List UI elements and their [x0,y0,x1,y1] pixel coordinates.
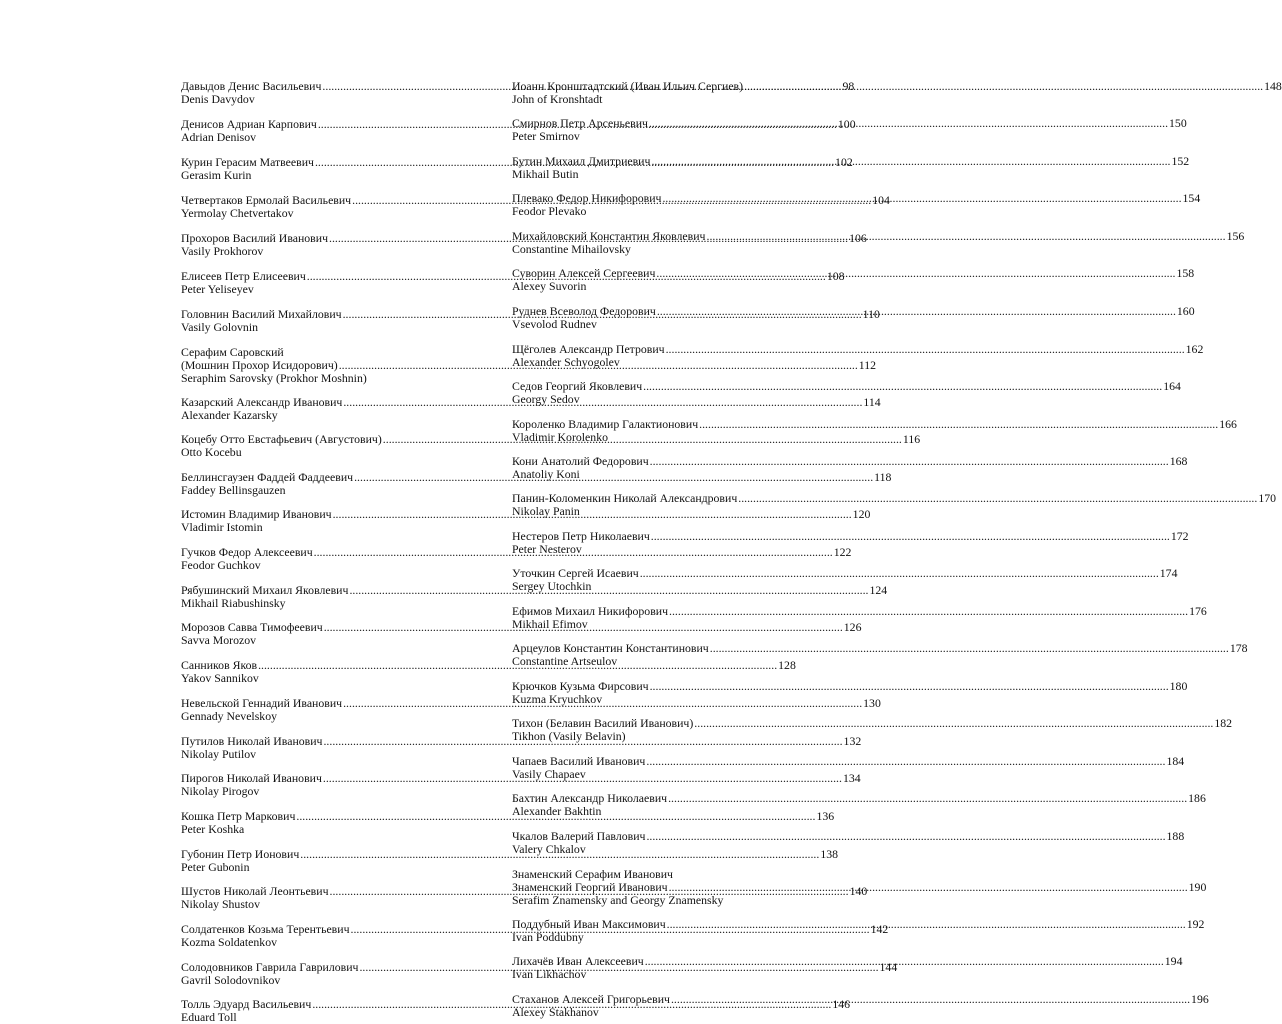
entry-russian-name: Панин-Коломенкин Николай Александрович [512,491,738,505]
dot-leader [706,230,1227,243]
entry-russian-name: Истомин Владимир Иванович [181,507,332,521]
dot-leader [645,830,1166,843]
dot-leader [655,267,1176,280]
dot-leader [666,918,1187,931]
index-entry [512,641,1248,668]
entry-russian-name: Стаханов Алексей Григорьевич [512,992,670,1006]
entry-page-number: 144 [879,960,898,974]
entry-russian-name: Чапаев Василий Иванович [512,754,646,768]
entry-russian-name: Смирнов Петр Арсеньевич [512,116,648,130]
entry-page-number: 118 [874,470,892,484]
entry-page-number: 104 [872,193,890,207]
dot-leader [668,881,1189,894]
entry-page-number: 190 [1188,880,1207,894]
entry-page-number: 158 [1176,266,1195,280]
entry-english-name: Feodor Guchkov [181,558,261,572]
entry-page-number: 102 [835,155,853,169]
entry-russian-name: Головнин Василий Михайлович [181,307,342,321]
dot-leader [667,792,1188,805]
entry-page-number: 122 [833,545,852,559]
entry-russian-name: Знаменский Георгий Иванович [512,880,668,894]
entry-english-name: Alexey Stakhanov [512,1005,599,1019]
entry-page-number: 120 [852,507,871,521]
entry-page-number: 156 [1226,229,1245,243]
entry-english-name: Sergey Utochkin [512,579,592,593]
dot-leader [709,642,1230,655]
entry-russian-name: Рябушинский Михаил Яковлевич [181,583,349,597]
entry-russian-name-line: Серафим Саровский [181,345,284,359]
entry-english-name: Feodor Plevako [512,204,587,218]
dot-leader [661,192,1182,205]
entry-russian-name: Кошка Петр Маркович [181,809,296,823]
dot-leader [743,80,1264,93]
entry-russian-name: Казарский Александр Иванович [181,395,343,409]
entry-english-name: Peter Gubonin [181,860,250,874]
entry-russian-name: Кони Анатолий Федорович [512,454,649,468]
entry-russian-name: Тихон (Белавин Василий Иванович) [512,716,694,730]
entry-russian-name: Курин Герасим Матвеевич [181,155,314,169]
entry-page-number: 180 [1169,679,1188,693]
entry-english-name: Gennady Nevelskoy [181,709,277,723]
entry-page-number: 194 [1164,954,1183,968]
entry-russian-name: Елисеев Петр Елисеевич [181,269,306,283]
entry-english-name: Yermolay Chetvertakov [181,206,294,220]
entry-page-number: 100 [837,117,856,131]
entry-russian-name: Нестеров Петр Николаевич [512,529,650,543]
entry-english-name: Peter Koshka [181,822,245,836]
entry-page-number: 196 [1191,992,1209,1006]
entry-russian-name: Путилов Николай Иванович [181,734,323,748]
entry-page-number: 186 [1188,791,1206,805]
entry-page-number: 98 [842,79,855,93]
entry-english-name: Alexander Schyogolev [512,355,620,369]
entry-english-name: Mikhail Butin [512,167,579,181]
entry-english-name: Gavril Solodovnikov [181,973,281,987]
index-entry [512,154,1190,181]
entry-english-name: Mikhail Efimov [512,617,588,631]
index-entry [512,791,1206,818]
entry-english-name: Vasily Chapaev [512,767,586,781]
entry-page-number: 170 [1258,491,1277,505]
entry-russian-name: Руднев Всеволод Федорович [512,304,656,318]
entry-russian-name: Плевако Федор Никифорович [512,191,662,205]
entry-english-name: Alexey Suvorin [512,279,587,293]
entry-russian-name: Иоанн Кронштадтский (Иван Ильич Сергиев) [512,79,744,93]
entry-russian-name: Пирогов Николай Иванович [181,771,322,785]
entry-russian-name: Лихачёв Иван Алексеевич [512,954,644,968]
entry-russian-name: Давыдов Денис Васильевич [181,79,322,93]
entry-page-number: 148 [1264,79,1282,93]
entry-page-number: 176 [1189,604,1207,618]
entry-page-number: 114 [863,395,881,409]
entry-russian-name: Седов Георгий Яковлевич [512,379,643,393]
entry-russian-name: Денисов Адриан Карпович [181,117,317,131]
index-entry [512,829,1185,856]
entry-page-number: 160 [1176,304,1195,318]
dot-leader [656,305,1177,318]
entry-russian-name: Беллинсгаузен Фаддей Фаддеевич [181,470,354,484]
entry-russian-name: Гучков Федор Алексеевич [181,545,313,559]
index-entry [512,529,1189,556]
entry-english-name: Otto Kocebu [181,445,242,459]
entry-russian-name: Шустов Николай Леонтьевич [181,884,329,898]
dot-leader [693,717,1214,730]
entry-page-number: 166 [1219,417,1237,431]
entry-english-name: Tikhon (Vasily Belavin) [512,729,626,743]
entry-russian-name: Суворин Алексей Сергеевич [512,266,656,280]
entry-english-name: Vasily Prokhorov [181,244,264,258]
dot-leader [650,155,1171,168]
entry-english-name: Vladimir Korolenko [512,430,608,444]
entry-page-number: 174 [1159,566,1178,580]
entry-page-number: 142 [870,922,889,936]
entry-english-name: Constantine Mihailovsky [512,242,631,256]
dot-leader [648,117,1169,130]
entry-english-name: Anatoliy Koni [512,467,580,481]
dot-leader [644,955,1165,968]
index-entry [512,116,1187,143]
entry-russian-name: Невельской Геннадий Иванович [181,696,343,710]
entry-russian-name: Михайловский Константин Яковлевич [512,229,706,243]
entry-page-number: 164 [1163,379,1181,393]
entry-english-name: Savva Morozov [181,633,257,647]
entry-page-number: 172 [1170,529,1189,543]
entry-english-name: Kozma Soldatenkov [181,935,277,949]
entry-page-number: 124 [869,583,888,597]
entry-page-number: 188 [1166,829,1185,843]
dot-leader [642,380,1163,393]
entry-english-name: Gerasim Kurin [181,168,252,182]
entry-english-name: Peter Nesterov [512,542,582,556]
entry-page-number: 112 [858,358,877,372]
entry-russian-name: Бутин Михаил Дмитриевич [512,154,651,168]
entry-russian-name: Прохоров Василий Иванович [181,231,328,245]
index-entry [512,266,1195,293]
entry-english-name: Peter Yeliseyev [181,282,254,296]
entry-russian-name: Коцебу Отто Евстафьевич (Августович) [181,432,382,446]
entry-page-number: 134 [842,771,861,785]
entry-english-name: Nikolay Pirogov [181,784,260,798]
entry-page-number: 108 [826,269,845,283]
entry-english-name: Kuzma Kryuchkov [512,692,603,706]
entry-russian-name: Солдатенков Козьма Терентьевич [181,922,350,936]
entry-english-name: Nikolay Panin [512,504,580,518]
entry-page-number: 140 [849,884,868,898]
entry-english-name: Denis Davydov [181,92,255,106]
entry-russian-name: Санников Яков [181,658,258,672]
dot-leader [649,680,1170,693]
entry-english-name: Serafim Znamensky and Georgy Znamensky [512,893,724,907]
entry-russian-name: Ефимов Михаил Никифорович [512,604,669,618]
entry-english-name: Alexander Kazarsky [181,408,278,422]
entry-english-name: Vasily Golovnin [181,320,259,334]
index-entry [512,992,1209,1019]
entry-page-number: 116 [902,432,921,446]
entry-english-name: Constantine Artseulov [512,654,618,668]
entry-russian-name: Арцеулов Константин Константинович [512,641,709,655]
entry-english-name: Nikolay Putilov [181,747,257,761]
entry-english-name: Vsevolod Rudnev [512,317,597,331]
entry-english-name: Mikhail Riabushinsky [181,596,286,610]
entry-english-name: Yakov Sannikov [181,671,259,685]
entry-page-number: 136 [816,809,835,823]
entry-page-number: 146 [832,997,851,1011]
entry-english-name: Ivan Poddubny [512,930,584,944]
entry-page-number: 126 [843,620,862,634]
entry-russian-name: Бахтин Александр Николаевич [512,791,668,805]
entry-english-name: Peter Smirnov [512,129,580,143]
entry-english-name: Ivan Likhachov [512,967,587,981]
entry-russian-name: Поддубный Иван Максимович [512,917,666,931]
entry-russian-name: Солодовников Гаврила Гаврилович [181,960,359,974]
entry-page-number: 168 [1169,454,1188,468]
entry-russian-name: Морозов Савва Тимофеевич [181,620,323,634]
entry-english-name: Eduard Toll [181,1010,237,1024]
entry-russian-name: (Мошнин Прохор Исидорович) [181,358,338,372]
entry-russian-name: Щёголев Александр Петрович [512,342,665,356]
entry-russian-name: Уточкин Сергей Исаевич [512,566,639,580]
dot-leader [668,605,1189,618]
dot-leader [649,455,1170,468]
dot-leader [645,755,1166,768]
entry-english-name: Valery Chkalov [512,842,586,856]
entry-english-name: Faddey Bellinsgauzen [181,483,286,497]
entry-page-number: 152 [1171,154,1190,168]
entry-page-number: 110 [862,307,880,321]
entry-page-number: 192 [1186,917,1205,931]
entry-russian-name: Короленко Владимир Галактионович [512,417,699,431]
entry-russian-name-line: Знаменский Серафим Иванович [512,867,673,881]
dot-leader [737,492,1258,505]
dot-leader [639,567,1160,580]
entry-english-name: Vladimir Istomin [181,520,263,534]
entry-page-number: 130 [863,696,881,710]
entry-english-name: Nikolay Shustov [181,897,260,911]
entry-page-number: 138 [820,847,839,861]
entry-page-number: 154 [1182,191,1201,205]
entry-russian-name: Крючков Кузьма Фирсович [512,679,649,693]
entry-page-number: 178 [1229,641,1248,655]
entry-russian-name: Четвертаков Ермолай Васильевич [181,193,352,207]
entry-page-number: 184 [1166,754,1185,768]
entry-russian-name: Толль Эдуард Васильевич [181,997,312,1011]
entry-english-name: John of Kronshtadt [512,92,603,106]
entry-page-number: 182 [1214,716,1233,730]
dot-leader [650,530,1171,543]
entry-english-name: Alexander Bakhtin [512,804,602,818]
entry-page-number: 162 [1185,342,1204,356]
entry-page-number: 132 [843,734,862,748]
entry-page-number: 106 [849,231,867,245]
dot-leader [670,993,1191,1006]
entry-page-number: 150 [1169,116,1187,130]
entry-english-name: Seraphim Sarovsky (Prokhor Moshnin) [181,371,367,385]
entry-russian-name: Губонин Петр Ионович [181,847,300,861]
entry-english-name: Georgy Sedov [512,392,580,406]
entry-page-number: 128 [778,658,796,672]
dot-leader [698,418,1219,431]
entry-english-name: Adrian Denisov [181,130,257,144]
dot-leader [665,343,1186,356]
entry-russian-name: Чкалов Валерий Павлович [512,829,646,843]
